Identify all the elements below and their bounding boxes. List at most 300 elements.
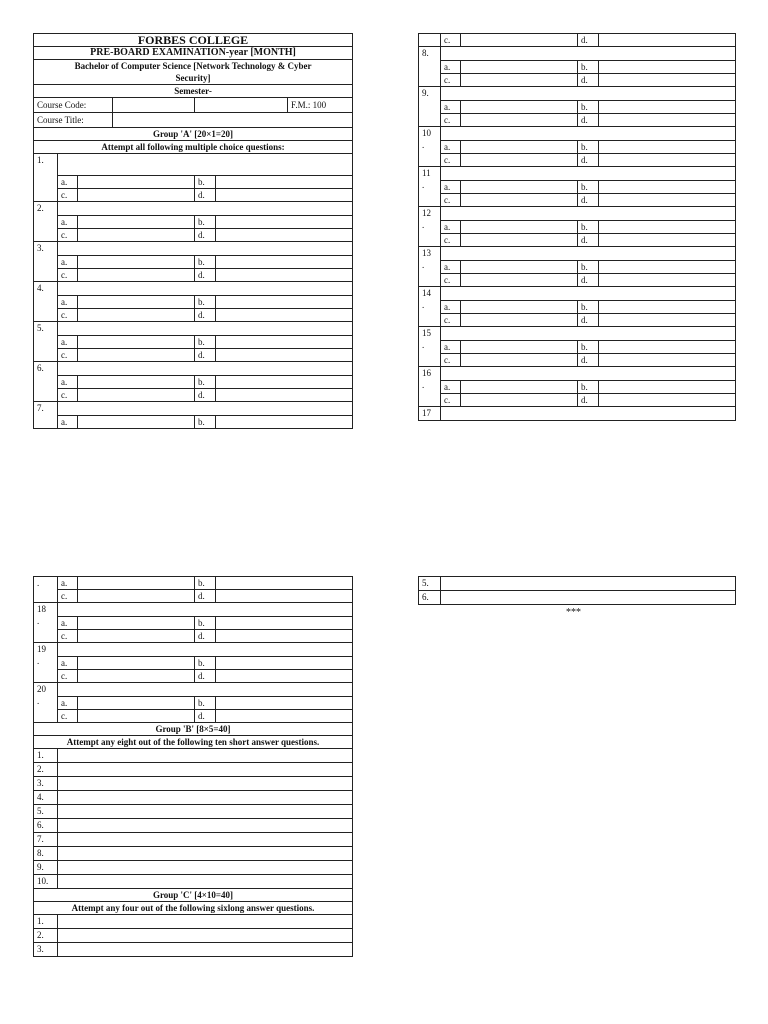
option-row xyxy=(34,697,353,710)
option-b-field[interactable] xyxy=(599,341,736,354)
option-label: d. xyxy=(195,389,216,402)
end-of-paper-mark: *** xyxy=(566,607,581,618)
option-d-field[interactable] xyxy=(216,630,353,643)
question-text-field[interactable] xyxy=(58,242,353,256)
option-label: a. xyxy=(58,617,78,630)
option-row xyxy=(419,314,736,327)
question-text-field[interactable] xyxy=(58,929,353,943)
option-b-field[interactable] xyxy=(216,176,353,189)
option-row xyxy=(419,381,736,394)
option-d-field[interactable] xyxy=(216,670,353,683)
option-label: d. xyxy=(578,154,599,167)
question-number: 2. xyxy=(34,929,58,943)
group-a-instruction: Attempt all following multiple choice questions: xyxy=(34,141,353,154)
question-row xyxy=(419,407,736,421)
question-number: 4. xyxy=(34,282,58,322)
option-c-field[interactable] xyxy=(78,670,195,683)
option-b-field[interactable] xyxy=(216,697,353,710)
answer-question-row xyxy=(34,943,353,957)
course-title-row xyxy=(34,113,353,128)
question-number: 19 . xyxy=(34,643,58,683)
option-c-field[interactable] xyxy=(78,630,195,643)
option-label: d. xyxy=(578,354,599,367)
question-text-field[interactable] xyxy=(441,367,736,381)
option-label: c. xyxy=(58,630,78,643)
option-label: c. xyxy=(58,349,78,362)
option-label: c. xyxy=(441,34,461,47)
question-number: 7. xyxy=(34,402,58,429)
option-a-field[interactable] xyxy=(78,296,195,309)
option-label: c. xyxy=(58,229,78,242)
question-text-field[interactable] xyxy=(441,87,736,101)
option-row xyxy=(419,181,736,194)
question-row xyxy=(34,282,353,296)
option-c-field[interactable] xyxy=(78,269,195,282)
question-number: 10. xyxy=(34,875,58,889)
option-b-field[interactable] xyxy=(216,216,353,229)
answer-question-row xyxy=(34,833,353,847)
option-row xyxy=(34,630,353,643)
question-number: 12 . xyxy=(419,207,441,247)
question-number: 1. xyxy=(34,749,58,763)
option-b-field[interactable] xyxy=(216,657,353,670)
option-d-field[interactable] xyxy=(216,389,353,402)
option-b-field[interactable] xyxy=(599,301,736,314)
question-row xyxy=(34,683,353,697)
option-label: b. xyxy=(578,141,599,154)
question-text-field[interactable] xyxy=(58,943,353,957)
question-text-field[interactable] xyxy=(441,287,736,301)
question-text-field[interactable] xyxy=(441,407,736,421)
option-d-field[interactable] xyxy=(599,234,736,247)
question-number: 5. xyxy=(419,577,441,591)
option-label: b. xyxy=(578,61,599,74)
option-label: c. xyxy=(58,590,78,603)
question-number: 14 . xyxy=(419,287,441,327)
option-label: d. xyxy=(195,630,216,643)
option-label: d. xyxy=(578,34,599,47)
semester-label: Semester- xyxy=(34,85,353,98)
option-label: a. xyxy=(441,261,461,274)
option-label: b. xyxy=(578,181,599,194)
question-text-field[interactable] xyxy=(58,322,353,336)
answer-question-row xyxy=(419,591,736,605)
option-row xyxy=(34,376,353,389)
option-row xyxy=(34,256,353,269)
option-a-field[interactable] xyxy=(461,381,578,394)
option-label: b. xyxy=(195,336,216,349)
option-label: c. xyxy=(441,154,461,167)
course-code-field-cont[interactable] xyxy=(195,98,288,112)
option-row xyxy=(419,101,736,114)
question-number: 2. xyxy=(34,763,58,777)
group-b-title: Group 'B' [8×5=40] xyxy=(34,723,353,736)
question-text-field[interactable] xyxy=(58,861,353,875)
question-text-field[interactable] xyxy=(441,127,736,141)
option-c-field[interactable] xyxy=(461,354,578,367)
option-label: a. xyxy=(441,101,461,114)
option-label: d. xyxy=(195,189,216,202)
option-label: c. xyxy=(441,274,461,287)
question-text-field[interactable] xyxy=(58,683,353,697)
question-text-field[interactable] xyxy=(441,207,736,221)
option-label: b. xyxy=(578,301,599,314)
option-label: d. xyxy=(578,314,599,327)
option-b-field[interactable] xyxy=(599,141,736,154)
option-row xyxy=(34,416,353,429)
option-b-field[interactable] xyxy=(216,296,353,309)
question-text-field[interactable] xyxy=(58,282,353,296)
question-text-field[interactable] xyxy=(58,777,353,791)
option-c-field[interactable] xyxy=(461,314,578,327)
question-number: 7. xyxy=(34,833,58,847)
question-text-field[interactable] xyxy=(58,202,353,216)
option-a-field[interactable] xyxy=(78,176,195,189)
option-row xyxy=(34,389,353,402)
option-b-field[interactable] xyxy=(599,381,736,394)
option-c-field[interactable] xyxy=(461,74,578,87)
question-text-field[interactable] xyxy=(58,805,353,819)
option-row xyxy=(419,154,736,167)
answer-question-row xyxy=(419,577,736,591)
question-number: 3. xyxy=(34,943,58,957)
question-text-field[interactable] xyxy=(441,167,736,181)
option-c-field[interactable] xyxy=(461,394,578,407)
question-row xyxy=(34,154,353,176)
option-label: d. xyxy=(195,349,216,362)
question-number: 6. xyxy=(34,819,58,833)
option-label: d. xyxy=(195,269,216,282)
option-a-field[interactable] xyxy=(461,221,578,234)
question-number: 1. xyxy=(34,154,58,202)
option-a-field[interactable] xyxy=(78,336,195,349)
option-b-field[interactable] xyxy=(216,336,353,349)
question-number: 11 . xyxy=(419,167,441,207)
option-row xyxy=(34,657,353,670)
option-label: a. xyxy=(441,341,461,354)
option-label: d. xyxy=(195,309,216,322)
answer-question-row xyxy=(34,861,353,875)
option-label: b. xyxy=(578,341,599,354)
question-row xyxy=(34,643,353,657)
option-row xyxy=(34,590,353,603)
option-a-field[interactable] xyxy=(78,577,195,590)
course-title-field[interactable] xyxy=(113,113,352,127)
option-label: a. xyxy=(441,181,461,194)
option-row xyxy=(34,710,353,723)
option-a-field[interactable] xyxy=(461,101,578,114)
option-b-field[interactable] xyxy=(599,221,736,234)
question-number: 2. xyxy=(34,202,58,242)
option-label: a. xyxy=(441,221,461,234)
option-row xyxy=(419,234,736,247)
option-a-field[interactable] xyxy=(461,141,578,154)
option-c-field[interactable] xyxy=(78,309,195,322)
question-number: 6. xyxy=(34,362,58,402)
question-sheet-page-4 xyxy=(418,576,736,605)
option-label: a. xyxy=(441,61,461,74)
option-a-field[interactable] xyxy=(461,301,578,314)
option-a-field[interactable] xyxy=(461,61,578,74)
option-row xyxy=(419,61,736,74)
question-number: 4. xyxy=(34,791,58,805)
question-number: 8. xyxy=(419,47,441,87)
option-row xyxy=(419,194,736,207)
option-a-field[interactable] xyxy=(78,376,195,389)
option-row xyxy=(419,301,736,314)
course-code-label: Course Code: xyxy=(34,98,113,112)
option-label: c. xyxy=(441,314,461,327)
option-label: b. xyxy=(195,416,216,429)
option-d-field[interactable] xyxy=(216,189,353,202)
college-name: FORBES COLLEGE xyxy=(34,34,353,47)
option-label: a. xyxy=(441,381,461,394)
option-row xyxy=(419,394,736,407)
option-b-field[interactable] xyxy=(216,577,353,590)
question-number: 9. xyxy=(34,861,58,875)
option-label: c. xyxy=(441,114,461,127)
question-text-field[interactable] xyxy=(58,643,353,657)
question-row xyxy=(34,362,353,376)
exam-title: PRE-BOARD EXAMINATION-year [MONTH] xyxy=(34,47,353,60)
option-row xyxy=(34,336,353,349)
option-label: a. xyxy=(58,577,78,590)
question-text-field[interactable] xyxy=(58,847,353,861)
option-label: d. xyxy=(578,234,599,247)
option-label: d. xyxy=(578,194,599,207)
option-label: d. xyxy=(195,670,216,683)
option-d-field[interactable] xyxy=(216,590,353,603)
question-text-field[interactable] xyxy=(58,362,353,376)
option-d-field[interactable] xyxy=(599,74,736,87)
option-a-field[interactable] xyxy=(78,416,195,429)
question-row xyxy=(419,287,736,301)
option-label: c. xyxy=(58,189,78,202)
answer-question-row xyxy=(34,777,353,791)
answer-question-row xyxy=(34,819,353,833)
question-text-field[interactable] xyxy=(58,154,353,176)
option-label: c. xyxy=(58,710,78,723)
option-row xyxy=(34,229,353,242)
course-code-field[interactable] xyxy=(113,98,194,112)
option-a-field[interactable] xyxy=(78,256,195,269)
option-d-field[interactable] xyxy=(599,354,736,367)
option-label: b. xyxy=(195,577,216,590)
question-number: 3. xyxy=(34,242,58,282)
question-text-field[interactable] xyxy=(58,791,353,805)
question-number: 9. xyxy=(419,87,441,127)
question-row xyxy=(419,47,736,61)
option-row xyxy=(419,74,736,87)
question-row xyxy=(34,402,353,416)
question-text-field[interactable] xyxy=(58,833,353,847)
option-label: a. xyxy=(58,256,78,269)
option-a-field[interactable] xyxy=(78,216,195,229)
option-b-field[interactable] xyxy=(599,261,736,274)
option-d-field[interactable] xyxy=(599,114,736,127)
option-a-field[interactable] xyxy=(78,657,195,670)
question-text-field[interactable] xyxy=(58,749,353,763)
option-row xyxy=(34,617,353,630)
question-row xyxy=(34,202,353,216)
question-number: 17 xyxy=(419,407,441,421)
option-c-field[interactable] xyxy=(461,234,578,247)
option-label: c. xyxy=(58,309,78,322)
option-row xyxy=(419,141,736,154)
answer-question-row xyxy=(34,805,353,819)
option-d-field[interactable] xyxy=(599,274,736,287)
option-d-field[interactable] xyxy=(599,34,736,47)
option-label: d. xyxy=(195,590,216,603)
option-a-field[interactable] xyxy=(78,697,195,710)
option-label: b. xyxy=(195,216,216,229)
option-a-field[interactable] xyxy=(78,617,195,630)
option-label: a. xyxy=(58,416,78,429)
option-row xyxy=(419,274,736,287)
question-text-field[interactable] xyxy=(441,327,736,341)
option-b-field[interactable] xyxy=(216,617,353,630)
option-row xyxy=(419,221,736,234)
option-label: a. xyxy=(441,301,461,314)
question-row xyxy=(419,127,736,141)
question-row xyxy=(419,327,736,341)
option-row xyxy=(34,577,353,590)
option-label: a. xyxy=(58,697,78,710)
question-number: 1. xyxy=(34,915,58,929)
option-c-field[interactable] xyxy=(461,274,578,287)
question-text-field[interactable] xyxy=(441,47,736,61)
option-label: d. xyxy=(578,394,599,407)
option-label: b. xyxy=(195,657,216,670)
option-label: d. xyxy=(195,229,216,242)
question-row xyxy=(34,322,353,336)
question-text-field[interactable] xyxy=(58,603,353,617)
option-d-field[interactable] xyxy=(599,194,736,207)
option-b-field[interactable] xyxy=(216,376,353,389)
option-row xyxy=(34,269,353,282)
option-label: b. xyxy=(578,221,599,234)
question-number: 15 . xyxy=(419,327,441,367)
question-number: 6. xyxy=(419,591,441,605)
option-row xyxy=(34,189,353,202)
option-label: c. xyxy=(58,389,78,402)
option-a-field[interactable] xyxy=(461,261,578,274)
question-number: 5. xyxy=(34,322,58,362)
option-b-field[interactable] xyxy=(599,181,736,194)
option-c-field[interactable] xyxy=(461,34,578,47)
question-text-field[interactable] xyxy=(58,819,353,833)
question-row xyxy=(34,242,353,256)
option-c-field[interactable] xyxy=(78,710,195,723)
option-a-field[interactable] xyxy=(461,181,578,194)
option-label: c. xyxy=(441,354,461,367)
group-b-instruction: Attempt any eight out of the following ten short answer questions. xyxy=(34,736,353,749)
question-text-field[interactable] xyxy=(58,875,353,889)
answer-question-row xyxy=(34,929,353,943)
question-sheet-page-2 xyxy=(418,33,736,421)
option-d-field[interactable] xyxy=(599,154,736,167)
question-text-field[interactable] xyxy=(441,591,736,605)
option-row xyxy=(34,309,353,322)
question-text-field[interactable] xyxy=(58,402,353,416)
option-label: c. xyxy=(441,194,461,207)
option-b-field[interactable] xyxy=(216,256,353,269)
option-d-field[interactable] xyxy=(599,394,736,407)
question-row xyxy=(419,207,736,221)
option-row xyxy=(419,114,736,127)
option-label: d. xyxy=(578,114,599,127)
option-label: c. xyxy=(441,234,461,247)
question-row xyxy=(419,167,736,181)
option-row xyxy=(419,341,736,354)
option-label: c. xyxy=(58,269,78,282)
question-sheet-page-1 xyxy=(33,33,353,429)
option-b-field[interactable] xyxy=(599,61,736,74)
option-c-field[interactable] xyxy=(78,229,195,242)
option-d-field[interactable] xyxy=(216,269,353,282)
course-title-label: Course Title: xyxy=(34,113,113,127)
option-row xyxy=(34,176,353,189)
option-label: d. xyxy=(195,710,216,723)
question-text-field[interactable] xyxy=(441,247,736,261)
question-row xyxy=(419,87,736,101)
option-label: c. xyxy=(58,670,78,683)
question-number: 5. xyxy=(34,805,58,819)
option-row xyxy=(419,354,736,367)
group-c-instruction: Attempt any four out of the following sixlong answer questions. xyxy=(34,902,353,915)
option-b-field[interactable] xyxy=(599,101,736,114)
option-c-field[interactable] xyxy=(78,189,195,202)
question-number xyxy=(419,34,441,47)
option-row xyxy=(34,349,353,362)
option-label: a. xyxy=(58,296,78,309)
question-number: 13 . xyxy=(419,247,441,287)
option-c-field[interactable] xyxy=(78,389,195,402)
option-b-field[interactable] xyxy=(216,416,353,429)
answer-question-row xyxy=(34,875,353,889)
question-text-field[interactable] xyxy=(441,577,736,591)
program-title xyxy=(34,60,353,85)
answer-question-row xyxy=(34,791,353,805)
option-c-field[interactable] xyxy=(78,590,195,603)
option-d-field[interactable] xyxy=(599,314,736,327)
answer-question-row xyxy=(34,847,353,861)
course-code-row xyxy=(34,98,353,113)
option-label: a. xyxy=(58,176,78,189)
option-d-field[interactable] xyxy=(216,309,353,322)
option-c-field[interactable] xyxy=(461,194,578,207)
option-c-field[interactable] xyxy=(461,114,578,127)
question-text-field[interactable] xyxy=(58,915,353,929)
option-c-field[interactable] xyxy=(78,349,195,362)
option-d-field[interactable] xyxy=(216,710,353,723)
option-a-field[interactable] xyxy=(461,341,578,354)
answer-question-row xyxy=(34,749,353,763)
option-label: d. xyxy=(578,274,599,287)
question-number: . xyxy=(34,577,58,603)
question-sheet-page-3 xyxy=(33,576,353,957)
option-row xyxy=(419,261,736,274)
option-d-field[interactable] xyxy=(216,349,353,362)
group-a-title: Group 'A' [20×1=20] xyxy=(34,128,353,141)
question-text-field[interactable] xyxy=(58,763,353,777)
question-row xyxy=(419,247,736,261)
option-label: a. xyxy=(58,336,78,349)
option-d-field[interactable] xyxy=(216,229,353,242)
option-label: b. xyxy=(578,381,599,394)
option-c-field[interactable] xyxy=(461,154,578,167)
question-row xyxy=(34,603,353,617)
